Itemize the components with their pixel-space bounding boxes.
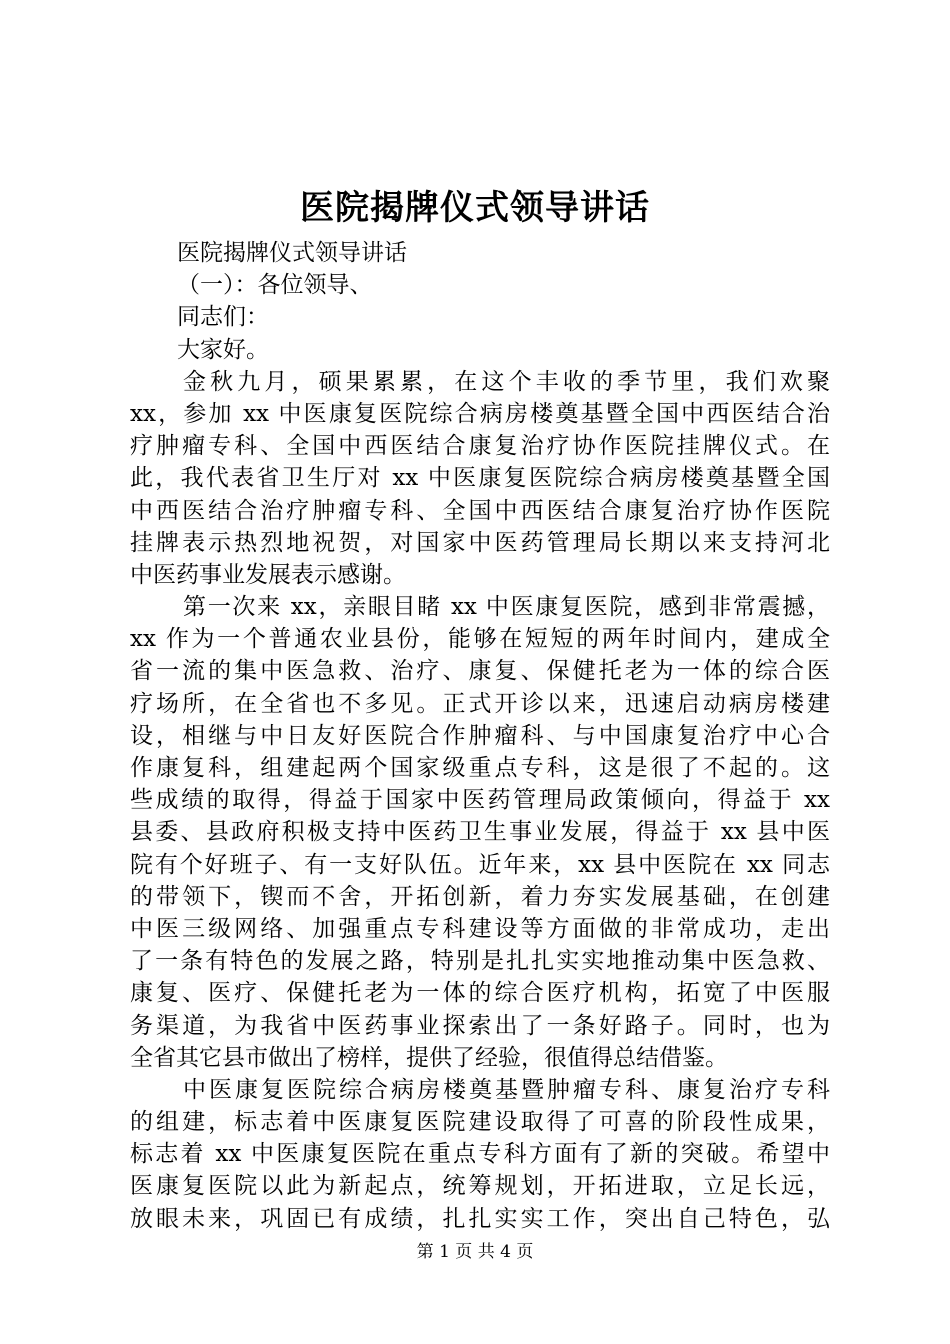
- paragraph-line: 第一次来 xx，亲眼目睹 xx 中医康复医院，感到非常震撼，: [183, 594, 830, 621]
- paragraph-line: 此，我代表省卫生厅对 xx 中医康复医院综合病房楼奠基暨全国: [130, 465, 830, 492]
- paragraph-line: 医康复医院以此为新起点，统筹规划，开拓进取，立足长远，: [130, 1173, 830, 1200]
- paragraph-line: 的组建，标志着中医康复医院建设取得了可喜的阶段性成果，: [130, 1109, 830, 1136]
- intro-line: 医院揭牌仪式领导讲话: [177, 240, 407, 266]
- page-footer: 第 1 页 共 4 页: [416, 1242, 534, 1262]
- paragraph-line: 务渠道，为我省中医药事业探索出了一条好路子。同时，也为: [130, 1012, 830, 1039]
- paragraph-line: 标志着 xx 中医康复医院在重点专科方面有了新的突破。希望中: [130, 1141, 830, 1168]
- paragraph-line: xx 作为一个普通农业县份，能够在短短的两年时间内，建成全: [130, 626, 830, 653]
- paragraph-line: 挂牌表示热烈地祝贺，对国家中医药管理局长期以来支持河北: [130, 529, 830, 556]
- paragraph-line: 疗场所，在全省也不多见。正式开诊以来，迅速启动病房楼建: [130, 690, 830, 717]
- paragraph-line: 些成绩的取得，得益于国家中医药管理局政策倾向，得益于 xx: [130, 787, 830, 814]
- paragraph-line: 金秋九月，硕果累累，在这个丰收的季节里，我们欢聚: [183, 368, 830, 395]
- intro-line: 同志们：: [177, 304, 269, 331]
- paragraph-line: 的带领下，锲而不舍，开拓创新，着力夯实发展基础，在创建: [130, 883, 830, 910]
- paragraph-line: 设，相继与中日友好医院合作肿瘤科、与中国康复治疗中心合: [130, 722, 830, 749]
- paragraph-line: 放眼未来，巩固已有成绩，扎扎实实工作，突出自己特色，弘: [130, 1205, 830, 1232]
- paragraph-line: 了一条有特色的发展之路，特别是扎扎实实地推动集中医急救、: [130, 948, 830, 975]
- paragraph-line: 疗肿瘤专科、全国中西医结合康复治疗协作医院挂牌仪式。在: [130, 433, 830, 460]
- paragraph-line: 中西医结合治疗肿瘤专科、全国中西医结合康复治疗协作医院: [130, 497, 830, 524]
- paragraph-line: 省一流的集中医急救、治疗、康复、保健托老为一体的综合医: [130, 658, 830, 685]
- paragraph-line: 县委、县政府积极支持中医药卫生事业发展，得益于 xx 县中医: [130, 819, 830, 846]
- paragraph-line: 中医康复医院综合病房楼奠基暨肿瘤专科、康复治疗专科: [183, 1076, 830, 1103]
- paragraph-2: [130, 591, 830, 1074]
- paragraph-line: 全省其它县市做出了榜样，提供了经验，很值得总结借鉴。: [130, 1044, 728, 1071]
- document-title: 医院揭牌仪式领导讲话: [300, 188, 650, 228]
- paragraph-line: xx，参加 xx 中医康复医院综合病房楼奠基暨全国中西医结合治: [130, 400, 830, 427]
- paragraph-line: 作康复科，组建起两个国家级重点专科，这是很了不起的。这: [130, 755, 830, 781]
- paragraph-line: 院有个好班子、有一支好队伍。近年来，xx 县中医院在 xx 同志: [130, 851, 830, 878]
- paragraph-3: [130, 1074, 830, 1235]
- intro-line: 大家好。: [177, 336, 269, 363]
- paragraph-line: 中医药事业发展表示感谢。: [130, 561, 406, 588]
- paragraph-line: 康复、医疗、保健托老为一体的综合医疗机构，拓宽了中医服: [130, 980, 830, 1007]
- document-body: [130, 237, 830, 1235]
- paragraph-1: [130, 366, 830, 591]
- paragraph-line: 中医三级网络、加强重点专科建设等方面做的非常成功，走出: [130, 915, 830, 942]
- intro-line: （一）：各位领导、: [177, 272, 373, 299]
